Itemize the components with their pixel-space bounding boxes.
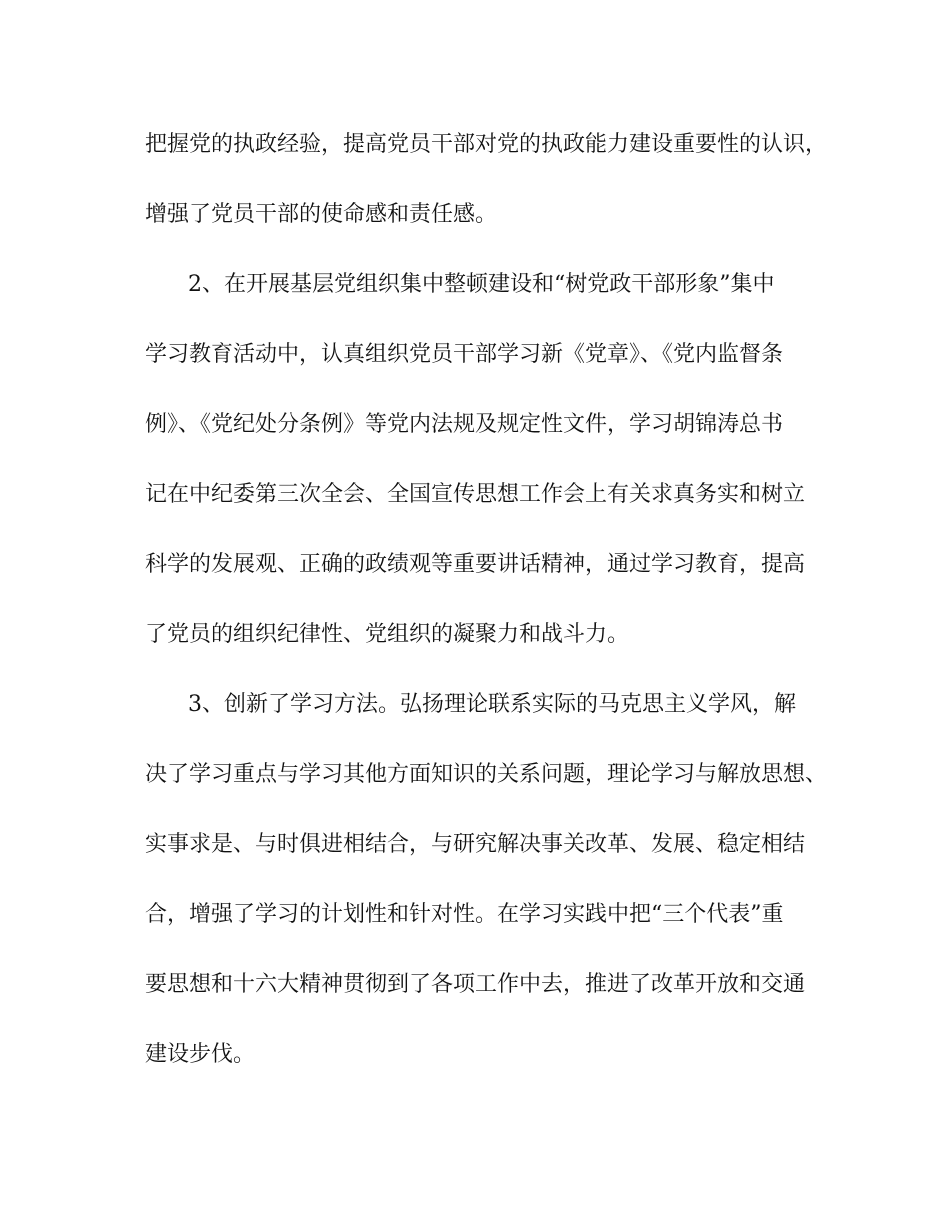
text-line-6: 记在中纪委第三次全会、全国宣传思想工作会上有关求真务实和树立 [145,482,806,507]
text-line-2: 增强了党员干部的使命感和责任感。 [145,202,498,227]
text-line-12: 合，增强了学习的计划性和针对性。在学习实践中把“三个代表”重 [145,902,784,927]
text-line-13: 要思想和十六大精神贯彻到了各项工作中去，推进了改革开放和交通 [145,972,806,997]
text-line-4: 学习教育活动中，认真组织党员干部学习新《党章》、《党内监督条 [145,342,784,367]
paragraph-2-start: 2、在开展基层党组织集中整顿建设和“树党政干部形象”集中 [188,272,775,297]
text-line-11: 实事求是、与时俱进相结合，与研究解决事关改革、发展、稳定相结 [145,832,806,857]
text-line-1: 把握党的执政经验，提高党员干部对党的执政能力建设重要性的认识， [145,132,828,157]
text-line-5: 例》、《党纪处分条例》等党内法规及规定性文件，学习胡锦涛总书 [145,412,784,437]
paragraph-3-start: 3、创新了学习方法。弘扬理论联系实际的马克思主义学风，解 [188,692,796,717]
text-line-8: 了党员的组织纪律性、党组织的凝聚力和战斗力。 [145,622,630,647]
text-line-14: 建设步伐。 [145,1042,256,1067]
text-line-10: 决了学习重点与学习其他方面知识的关系问题，理论学习与解放思想、 [145,762,828,787]
text-line-7: 科学的发展观、正确的政绩观等重要讲话精神，通过学习教育，提高 [145,552,806,577]
